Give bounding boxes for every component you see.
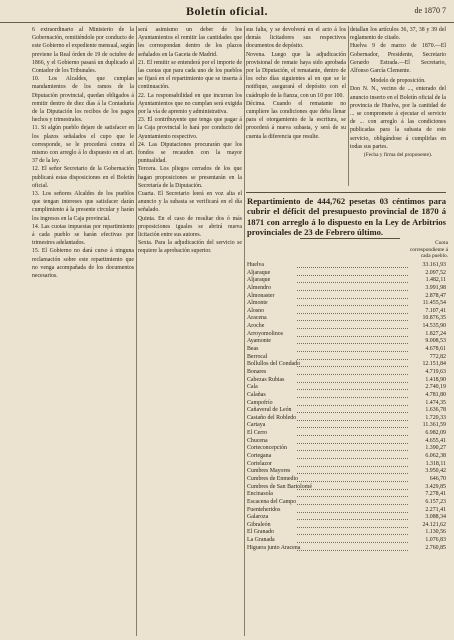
signature-line: Huelva 9 de marzo de 1870.—El Gobernador, Presidente, Secretario Gerardo Estrada.—El Secretario, Alfonso García Clemente. <box>350 43 446 75</box>
quota-amount: 6.157,23 <box>425 498 446 505</box>
newspaper-title: Boletín oficial. <box>186 4 268 18</box>
quota-amount: 11.455,54 <box>422 300 446 307</box>
dot-leader <box>297 527 408 528</box>
table-row <box>247 270 446 278</box>
paragraph: 23. El contribuyente que tenga que pagar á la Caja provincial lo hará por conducto del Ayuntamiento respectivo. <box>138 117 242 140</box>
quota-amount: 772,82 <box>429 353 446 360</box>
issue-date: de 1870 7 <box>414 6 446 15</box>
quota-amount: 10.876,35 <box>422 315 446 322</box>
town-name: Ayamonte <box>247 338 271 345</box>
dot-leader <box>297 519 408 520</box>
town-name: Galaroza <box>247 514 269 521</box>
quota-amount: 1.827,24 <box>425 330 446 337</box>
paragraph: 6 extraordinario al Ministerio de la Gobernación, remitiéndole por conducto de este Gobierno el expediente mensual, según previene la Real órden de 19 de octubre de 1866, y el Gobierno pasará un duplicado al Contador de los Tribunales. <box>32 27 134 75</box>
table-row <box>247 392 446 400</box>
table-row <box>247 537 446 545</box>
quota-amount: 33.161,93 <box>422 262 446 268</box>
town-name: El Granado <box>247 529 274 536</box>
dot-leader <box>297 458 408 459</box>
paragraph: será asimismo un deber de los Ayuntamientos el remitir las cantidades que les correspondan dentro de los plazos señalados en la Gaceta de Madrid. <box>138 27 242 58</box>
dot-leader <box>297 405 408 406</box>
table-row <box>247 445 446 453</box>
town-name: Cumbres Mayores <box>247 468 291 475</box>
paragraph: Tercera. Los pliegos cerrados de los que hagan proposiciones se presentarán en la Secretaría de la Diputación. <box>138 166 242 189</box>
table-row <box>247 315 446 323</box>
paragraph: 24. Las Diputaciones procurarán que los fondos se recauden con la mayor puntualidad. <box>138 141 242 165</box>
town-name: Bonares <box>247 368 267 375</box>
quota-amount: 1.130,56 <box>425 529 446 536</box>
quota-amount: 1.318,11 <box>425 460 446 467</box>
dot-leader <box>297 473 408 474</box>
table-row <box>247 346 446 354</box>
quota-amount: 2.740,19 <box>425 384 446 391</box>
quota-amount: 7.107,41 <box>425 307 446 314</box>
table-row <box>247 491 446 499</box>
town-name: El Cerro <box>247 430 268 437</box>
quota-amount: 4.719,63 <box>425 368 446 375</box>
quota-amount: 14.535,90 <box>422 323 446 330</box>
table-row <box>247 354 446 362</box>
dot-leader <box>297 351 408 352</box>
paragraph: Cuarta. El Secretario leerá en voz alta el anuncio y la subasta se verificará en el día señalado. <box>138 191 242 214</box>
town-name: Cartaya <box>247 422 266 429</box>
town-name: Chucena <box>247 437 268 444</box>
dot-leader <box>297 496 408 497</box>
dot-leader <box>297 359 408 360</box>
dot-leader <box>297 366 408 367</box>
dot-leader <box>297 420 408 421</box>
table-row <box>247 476 446 484</box>
table-row <box>247 369 446 377</box>
paragraph: 13. Los señores Alcaldes de los pueblos que tengan intereses que satisfacer darán cumplimiento á la presente circular y harán los ingresos en la Caja provincial. <box>32 191 134 222</box>
table-row <box>247 384 446 392</box>
dot-leader <box>297 343 408 344</box>
town-name: Higuera junto Aracena <box>247 544 301 551</box>
quota-amount: 1.636,78 <box>425 407 446 414</box>
town-name: Cala <box>247 384 258 391</box>
table-row <box>247 430 446 438</box>
quota-amount: 7.278,41 <box>425 491 446 498</box>
town-name: Aljaraque <box>247 269 271 276</box>
quota-amount: 6.982,09 <box>425 430 446 437</box>
paragraph: 21. El remitir se entenderá por el importe de las cuotas que para cada uno de los pueblos se fijará en el repartimiento que se inserta á continuación. <box>138 59 242 91</box>
column-3 <box>246 26 346 141</box>
quota-amount: 1.390,27 <box>425 445 446 452</box>
town-name: Almendro <box>247 284 271 291</box>
town-name: Aroche <box>247 323 265 330</box>
town-name: Bollullos del Condado <box>247 361 301 368</box>
quota-amount: 1.474,35 <box>425 399 446 406</box>
dot-leader <box>297 305 408 306</box>
paragraph: 10. Los Alcaldes, que cumplan mandamientos de los ramos de la Diputación provincial, quedan obligados á remitir dentro de diez días á la Contaduría de la Diputación los recibos de los pagos hechos y trimestrales. <box>32 76 134 124</box>
table-row <box>247 323 446 331</box>
town-name: Cabezas Rubias <box>247 376 285 383</box>
quota-amount: 1.418,90 <box>425 376 446 383</box>
dot-leader <box>297 275 408 276</box>
table-row <box>247 499 446 507</box>
dot-leader <box>297 267 408 268</box>
quota-amount: 4.678,61 <box>425 346 446 353</box>
town-name: Castaño del Robledo <box>247 414 297 421</box>
dot-leader <box>297 282 408 283</box>
dot-leader <box>297 489 408 490</box>
table-row <box>247 331 446 339</box>
column-header: Cuota correspondiente á cada pueblo. <box>409 240 448 260</box>
town-name: Encinasola <box>247 491 273 498</box>
dot-leader <box>297 550 408 551</box>
town-name: Huelva <box>247 262 265 268</box>
town-name: Aljaraque <box>247 277 271 284</box>
dot-leader <box>297 427 408 428</box>
dot-leader <box>297 466 408 467</box>
table-row <box>247 415 446 423</box>
paragraph: 22. La responsabilidad en que incurran los Ayuntamientos que no cumplan será exigida por la vía de apremio y administrativa. <box>138 92 242 116</box>
paragraph: Quinta. En el caso de resultar dos ó más proposiciones iguales se abrirá nueva licitación entre sus autores. <box>138 215 242 239</box>
quota-amount: 3.088,34 <box>425 514 446 521</box>
town-name: Corteconcepción <box>247 445 287 452</box>
paragraph: Novena. Luego que la adjudicación provisional de remate haya sido aprobada por la Diputación, el rematante, dentro de los ocho días siguientes al en que se le notifique, asegurará el depósito con el cuádruplo de la fianza, con un 10 por 100. <box>246 51 346 99</box>
town-name: Cumbres de San Bartolomé <box>247 483 312 490</box>
dot-leader <box>297 313 408 314</box>
quota-amount: 3.950,42 <box>425 468 446 475</box>
heading-underline <box>300 238 400 239</box>
quota-amount: 11.361,59 <box>422 422 446 429</box>
town-name: Cañaveral de León <box>247 407 292 414</box>
dot-leader <box>297 504 408 505</box>
town-name: La Granada <box>247 537 275 544</box>
table-row <box>247 514 446 522</box>
quota-amount: 6.062,38 <box>425 453 446 460</box>
dot-leader <box>297 450 408 451</box>
town-name: Almonte <box>247 300 268 307</box>
column-rule <box>136 26 137 636</box>
quota-amount: 4.655,41 <box>425 437 446 444</box>
quota-amount: 9.008,53 <box>425 338 446 345</box>
column-4 <box>350 26 446 159</box>
table-row <box>247 468 446 476</box>
quota-amount: 646,70 <box>429 475 446 482</box>
section-divider <box>246 192 446 193</box>
quota-amount: 2.760,85 <box>425 544 446 551</box>
paragraph: 14. Las cuotas impuestas por repartimiento á cada pueblo se harán efectivas por trimestres adelantados. <box>32 223 134 247</box>
dot-leader <box>297 374 408 375</box>
column-2 <box>138 26 242 256</box>
quota-amount: 2.878,47 <box>425 292 446 299</box>
quota-amount: 1.076,83 <box>425 537 446 544</box>
paragraph: 12. El señor Secretario de la Gobernación publicará estas disposiciones en el Boletín oficial. <box>32 166 134 189</box>
dot-leader <box>297 328 408 329</box>
table-row <box>247 545 446 553</box>
column-rule <box>348 26 349 186</box>
town-name: Cortegana <box>247 453 272 460</box>
paragraph: Sexta. Para la adjudicación del servicio se requiere la aprobación superior. <box>138 240 242 255</box>
quota-amount: 4.781,80 <box>425 391 446 398</box>
dot-leader <box>297 481 408 482</box>
paragraph: 15. El Gobierno no dará curso á ninguna reclamación sobre este repartimiento que no venga acompañada de los documentos necesarios. <box>32 248 134 280</box>
table-row <box>247 308 446 316</box>
masthead <box>0 0 454 23</box>
table-row <box>247 422 446 430</box>
column-1 <box>32 26 134 280</box>
dot-leader <box>297 290 408 291</box>
quota-amount: 2.097,52 <box>425 269 446 276</box>
dot-leader <box>297 435 408 436</box>
table-row <box>247 507 446 515</box>
table-row <box>247 522 446 530</box>
dot-leader <box>297 320 408 321</box>
table-row <box>247 438 446 446</box>
dot-leader <box>297 298 408 299</box>
table-row <box>247 361 446 369</box>
paragraph: Décima. Cuando el rematante no cumpliere las condiciones que deba llenar para el otorgamiento de la escritura, se procederá á nueva subasta, y será de su cuenta la diferencia que resulte. <box>246 100 346 140</box>
town-name: Cumbres de Enmedio <box>247 475 299 482</box>
table-row <box>247 300 446 308</box>
town-name: Calañas <box>247 391 266 398</box>
town-name: Alosno <box>247 307 265 314</box>
table-row <box>247 377 446 385</box>
paragraph: detallan los artículos 36, 37, 38 y 39 del reglamento de citado. <box>350 27 446 42</box>
town-name: Almonaster <box>247 292 275 299</box>
table-row <box>247 293 446 301</box>
table-row <box>247 338 446 346</box>
town-name: Arroyomolinos <box>247 330 283 337</box>
quota-amount: 24.121,62 <box>422 521 446 528</box>
dot-leader <box>297 534 408 535</box>
quota-amount: 12.151,84 <box>422 361 446 368</box>
dot-leader <box>297 412 408 413</box>
table-row <box>247 484 446 492</box>
quota-amount: 3.991,98 <box>425 284 446 291</box>
town-name: Campofrío <box>247 399 273 406</box>
dot-leader <box>297 389 408 390</box>
table-row <box>247 407 446 415</box>
dot-leader <box>297 512 408 513</box>
quota-amount: 1.482,11 <box>425 277 446 284</box>
town-name: Escacena del Campo <box>247 498 297 505</box>
town-name: Fuenteheridos <box>247 506 281 513</box>
paragraph: Don N. N., vecino de ..., enterado del anuncio inserto en el Boletín oficial de la provincia de Huelva, por la cantidad de ... se compromete á ejecutar el servicio de ... con arreglo á las condiciones publicadas para la subasta de este servicio, obligándose á cumplirlas en todas sus partes. <box>350 86 446 150</box>
quota-amount: 1.720,33 <box>425 414 446 421</box>
table-row <box>247 529 446 537</box>
quota-amount: 2.271,41 <box>425 506 446 513</box>
dot-leader <box>297 542 408 543</box>
town-name: Gibraleón <box>247 521 271 528</box>
dot-leader <box>297 382 408 383</box>
section-heading: Repartimiento de 444,762 pesetas 03 céntimos para cubrir el déficit del presupuesto provincial de 1870 á 1871 con arreglo á lo dispuesto en la Ley de Arbitrios provinciales de 23 de Febrero último. <box>247 196 446 238</box>
town-name: Cortelazor <box>247 460 272 467</box>
paragraph: sus falta, y se devolverá en el acto á los demás licitadores sus respectivos documentos de depósito. <box>246 27 346 50</box>
column-rule <box>244 26 245 636</box>
signature-note: (Fecha y firma del proponente). <box>363 152 433 159</box>
dot-leader <box>297 397 408 398</box>
town-name: Berrocal <box>247 353 268 360</box>
paragraph: 11. Si algún pueblo dejare de satisfacer en los plazos señalados el cupo que le corresponde, se le procederá contra el mismo con arreglo á lo dispuesto en el art. 37 de la ley. <box>32 125 134 165</box>
table-row <box>247 453 446 461</box>
quota-amount: 3.429,85 <box>425 483 446 490</box>
dot-leader <box>297 336 408 337</box>
model-heading: Modelo de proposición. <box>370 78 426 85</box>
table-row <box>247 285 446 293</box>
table-row <box>247 461 446 469</box>
table-row <box>247 277 446 285</box>
table-row <box>247 400 446 408</box>
table-row <box>247 262 446 270</box>
dot-leader <box>297 443 408 444</box>
town-name: Beas <box>247 346 259 353</box>
town-name: Aracena <box>247 315 267 322</box>
quota-table <box>247 262 446 552</box>
